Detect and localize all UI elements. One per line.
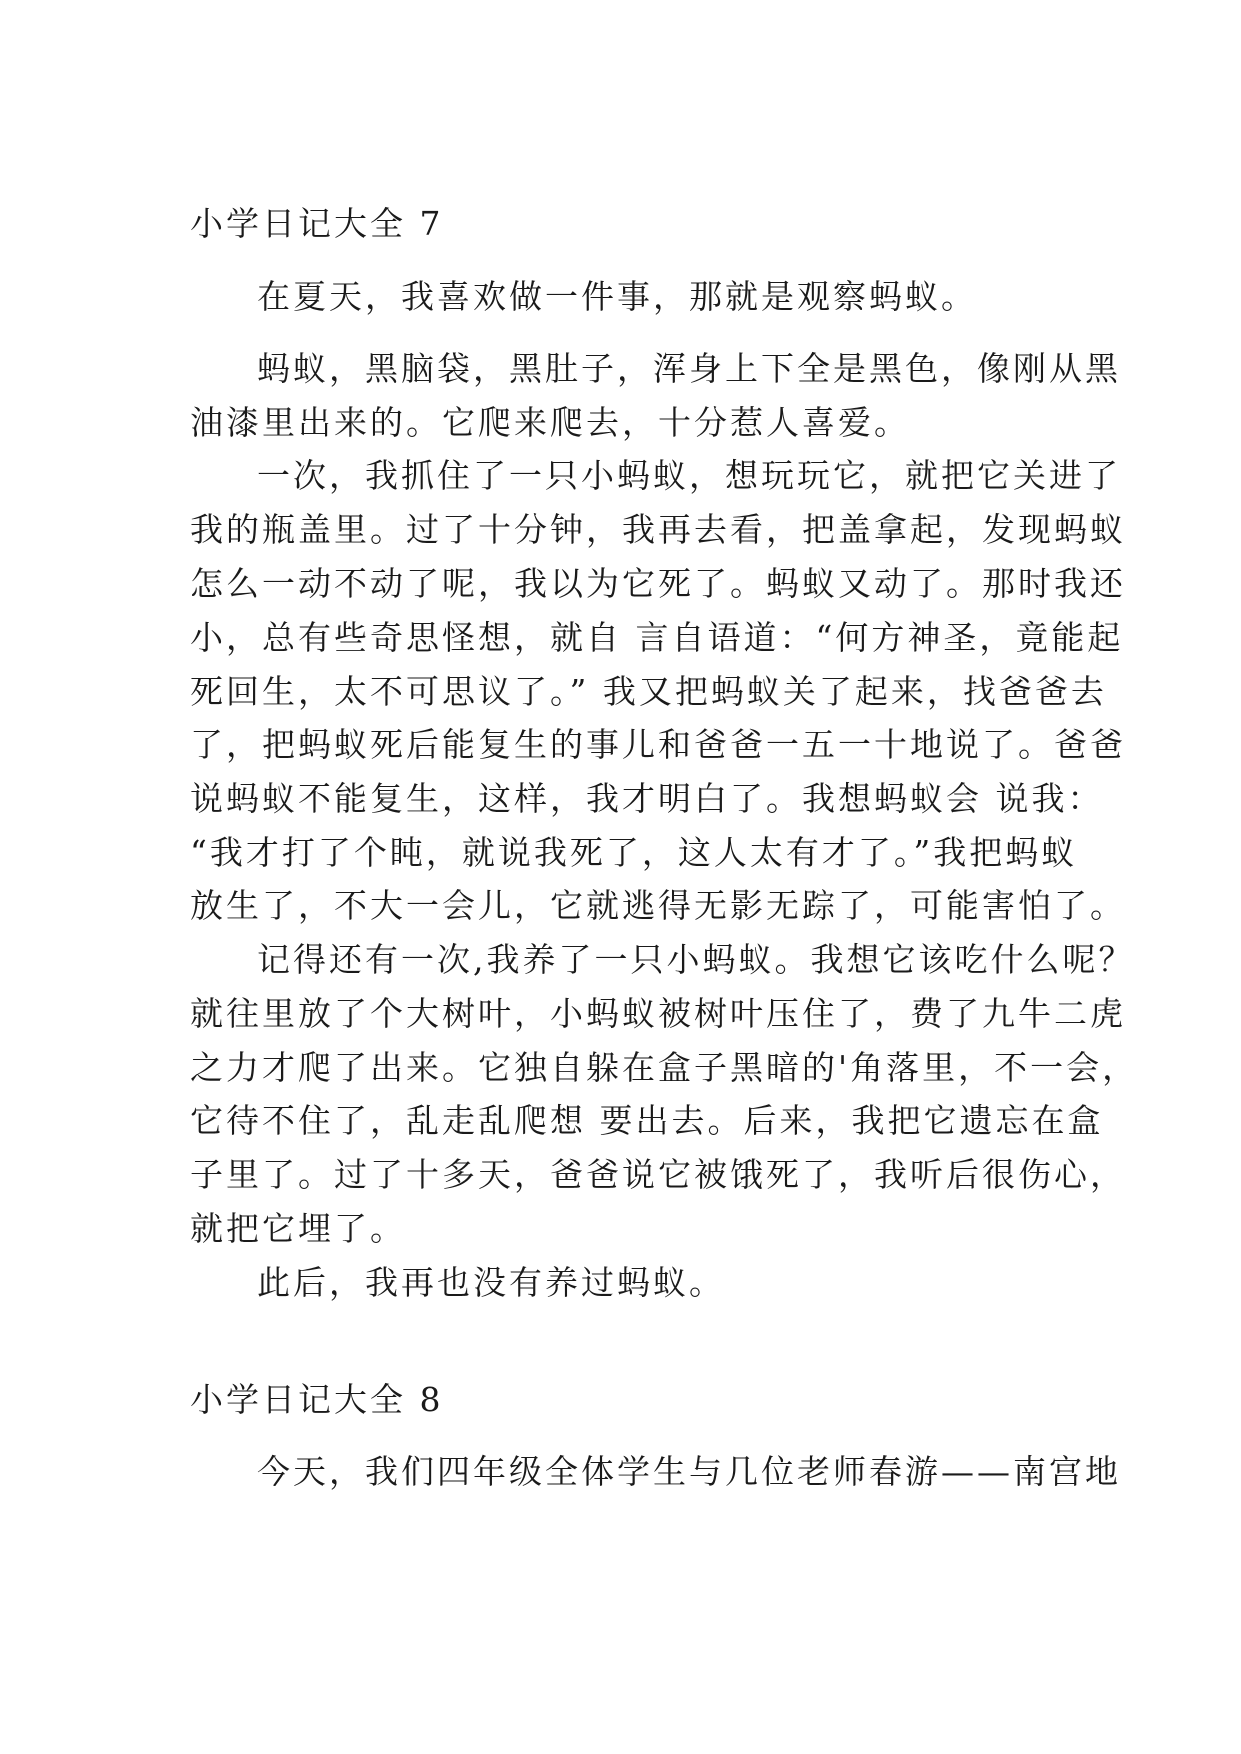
paragraph-line: 死回生，太不可思议了。” 我又把蚂蚁关了起来，找爸爸去 <box>190 672 1107 711</box>
paragraph-line: 子里了。过了十多天，爸爸说它被饿死了，我听后很伤心， <box>190 1155 1126 1194</box>
section-heading-7: 小学日记大全 7 <box>190 204 444 243</box>
paragraph-line: 怎么一动不动了呢，我以为它死了。蚂蚁又动了。那时我还 <box>190 564 1126 603</box>
paragraph-line: 此后，我再也没有养过蚂蚁。 <box>257 1263 725 1302</box>
paragraph-line: 记得还有一次,我养了一只小蚂蚁。我想它该吃什么呢？ <box>257 940 1135 979</box>
paragraph-line: “我才打了个盹，就说我死了，这人太有才了。”我把蚂蚁 <box>190 833 1078 872</box>
paragraph-line: 油漆里出来的。它爬来爬去，十分惹人喜爱。 <box>190 403 910 442</box>
paragraph-line: 它待不住了，乱走乱爬想 要出去。后来，我把它遗忘在盒 <box>190 1101 1104 1140</box>
paragraph-line: 说蚂蚁不能复生，这样，我才明白了。我想蚂蚁会 说我： <box>190 779 1104 818</box>
paragraph-line: 今天，我们四年级全体学生与几位老师春游——南宫地 <box>257 1452 1121 1491</box>
paragraph-line: 蚂蚁，黑脑袋，黑肚子，浑身上下全是黑色，像刚从黑 <box>257 349 1121 388</box>
paragraph-line: 了，把蚂蚁死后能复生的事儿和爸爸一五一十地说了。爸爸 <box>190 725 1126 764</box>
paragraph-line: 一次，我抓住了一只小蚂蚁，想玩玩它，就把它关进了 <box>257 456 1121 495</box>
paragraph-line: 小，总有些奇思怪想，就自 言自语道：“何方神圣，竟能起 <box>190 618 1124 657</box>
paragraph-line: 之力才爬了出来。它独自躲在盒子黑暗的'角落里，不一会， <box>190 1048 1139 1087</box>
paragraph-line: 在夏天，我喜欢做一件事，那就是观察蚂蚁。 <box>257 277 977 316</box>
paragraph-line: 就把它埋了。 <box>190 1209 406 1248</box>
section-heading-8: 小学日记大全 8 <box>190 1380 444 1419</box>
paragraph-line: 放生了，不大一会儿，它就逃得无影无踪了，可能害怕了。 <box>190 886 1126 925</box>
paragraph-line: 就往里放了个大树叶，小蚂蚁被树叶压住了，费了九牛二虎 <box>190 994 1126 1033</box>
paragraph-line: 我的瓶盖里。过了十分钟，我再去看，把盖拿起，发现蚂蚁 <box>190 510 1126 549</box>
